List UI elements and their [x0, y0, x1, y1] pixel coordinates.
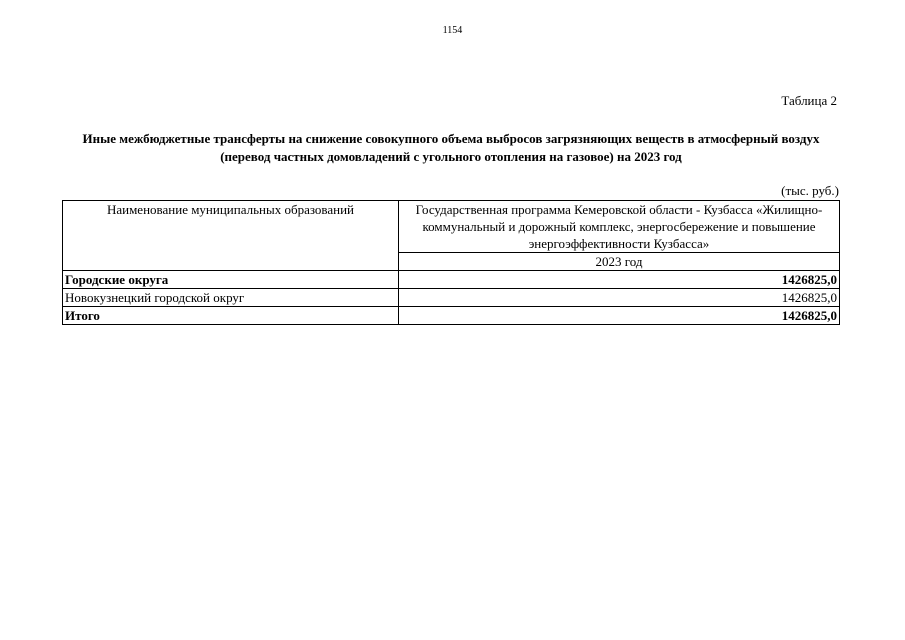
- row-name: Городские округа: [63, 271, 399, 289]
- row-value: 1426825,0: [399, 289, 840, 307]
- table-header-row: [63, 201, 840, 253]
- transfers-table: [62, 200, 840, 325]
- units-label: (тыс. руб.): [781, 183, 839, 198]
- table-label: Таблица 2: [781, 93, 837, 108]
- row-name: Итого: [63, 307, 399, 325]
- table-row-urban-districts: [63, 271, 840, 289]
- page-number: 1154: [442, 25, 463, 36]
- row-value: 1426825,0: [399, 307, 840, 325]
- row-name: Новокузнецкий городской округ: [63, 289, 399, 307]
- row-value: 1426825,0: [399, 271, 840, 289]
- header-municipality-name: Наименование муниципальных образований: [63, 201, 399, 271]
- table-row-novokuznetsk: [63, 289, 840, 307]
- header-year: 2023 год: [399, 253, 840, 271]
- header-state-program: Государственная программа Кемеровской области - Кузбасса «Жилищно-коммунальный и дорожный комплекс, энергосбережение и повышение энергоэффективности Кузбасса»: [399, 201, 840, 253]
- table-row-total: [63, 307, 840, 325]
- document-title: Иные межбюджетные трансферты на снижение совокупного объема выбросов загрязняющих веществ в атмосферный воздух (перевод частных домовладений с угольного отопления на газовое) на 2023 год: [82, 131, 820, 164]
